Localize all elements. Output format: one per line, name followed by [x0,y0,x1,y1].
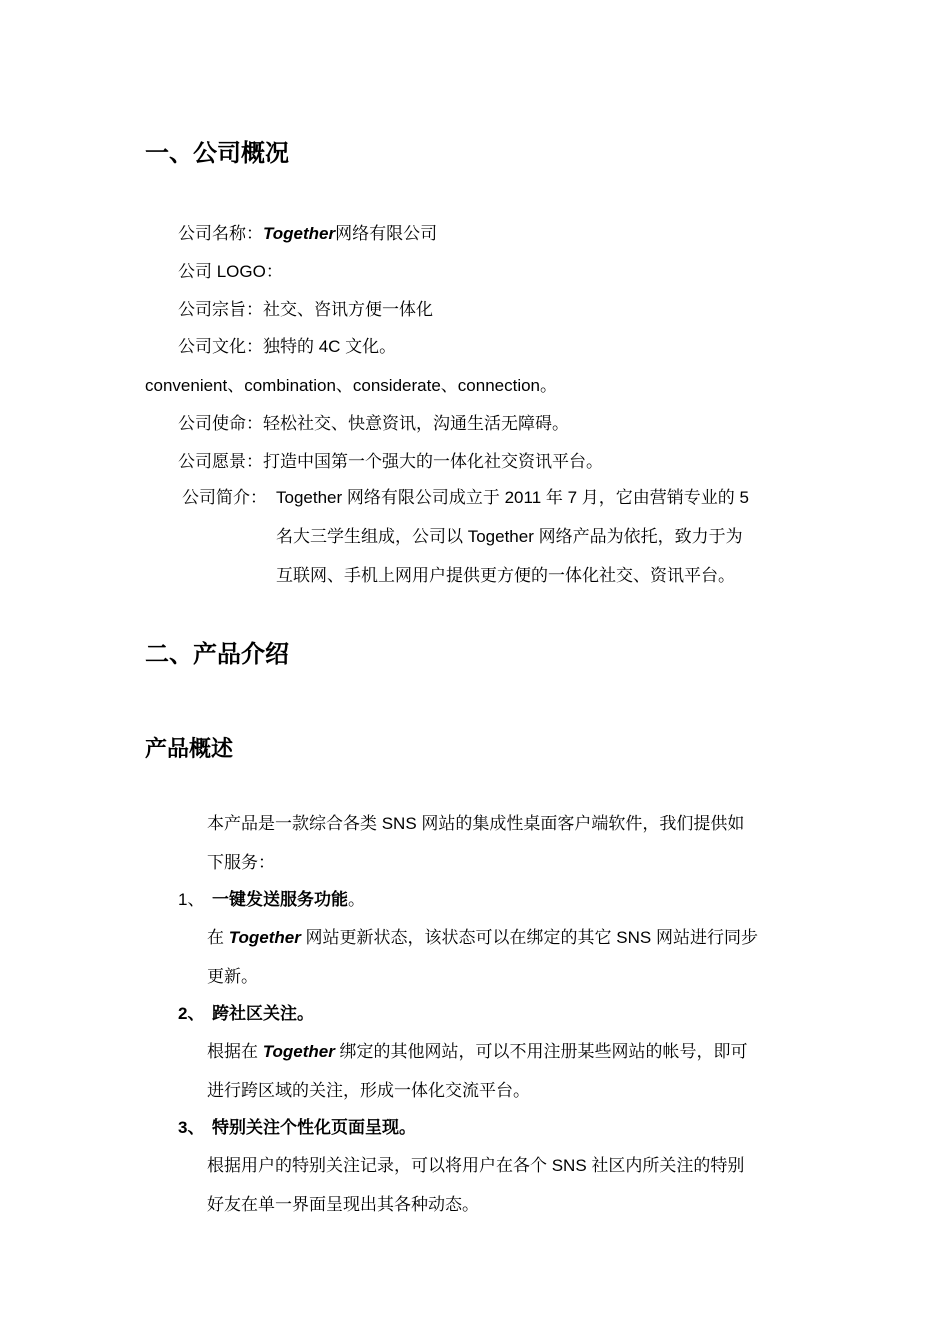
section1-heading: 一、公司概况 [145,140,289,167]
service-item-desc: 根据用户的特别关注记录，可以将用户在各个 SNS 社区内所关注的特别 [207,1156,745,1175]
desc-rest: 网站更新状态，该状态可以在绑定的其它 SNS 网站进行同步 [300,928,758,947]
company-name-label: 公司名称： [178,224,263,243]
overview-line: 下服务： [207,853,275,872]
service-item-desc [207,928,758,948]
overview-line: 本产品是一款综合各类 SNS 网站的集成性桌面客户端软件，我们提供如 [207,814,745,833]
service-item-title [178,1118,416,1138]
company-intro-label: 公司简介： [182,488,267,507]
service-item-desc-cont: 更新。 [207,967,258,986]
desc-rest: 绑定的其他网站，可以不用注册某些网站的帐号，即可 [334,1042,748,1061]
item-title-end: 。 [348,890,365,909]
item-number: 2、 [178,1004,205,1023]
desc-brand: Together [228,928,301,947]
item-title-text: 一键发送服务功能 [212,890,348,909]
company-intro-line: 名大三学生组成，公司以 Together 网络产品为依托，致力于为 [276,527,743,546]
item-number: 3、 [178,1118,205,1137]
service-item-desc-cont: 好友在单一界面呈现出其各种动态。 [207,1195,479,1214]
company-intro-line: Together 网络有限公司成立于 2011 年 7 月，它由营销专业的 5 [276,488,749,507]
item-title-text: 特别关注个性化页面呈现。 [212,1118,416,1137]
section2-heading: 二、产品介绍 [145,641,289,668]
item-number: 1、 [178,890,205,909]
company-vision-line: 公司愿景：打造中国第一个强大的一体化社交资讯平台。 [178,452,603,471]
company-mission-line: 公司使命：轻松社交、快意资讯，沟通生活无障碍。 [178,414,569,433]
company-logo-line: 公司 LOGO： [178,262,283,281]
company-name-line [178,224,437,244]
service-item-desc-cont: 进行跨区域的关注，形成一体化交流平台。 [207,1081,530,1100]
company-name-brand: Together [263,224,336,243]
service-item-desc [207,1042,748,1062]
company-intro-line: 互联网、手机上网用户提供更方便的一体化社交、资讯平台。 [276,566,735,585]
product-overview-heading: 产品概述 [145,736,234,761]
service-item-title [178,890,365,910]
culture-words-line: convenient、combination、considerate、connection。 [145,376,558,395]
desc-brand: Together [262,1042,335,1061]
company-culture-line: 公司文化：独特的 4C 文化。 [178,337,397,356]
company-name-rest: 网络有限公司 [335,224,438,243]
desc-prefix: 根据在 [207,1042,263,1061]
service-item-title [178,1004,314,1024]
item-title-text: 跨社区关注。 [212,1004,314,1023]
desc-prefix: 在 [207,928,229,947]
company-tenet-line: 公司宗旨：社交、咨讯方便一体化 [178,300,433,319]
